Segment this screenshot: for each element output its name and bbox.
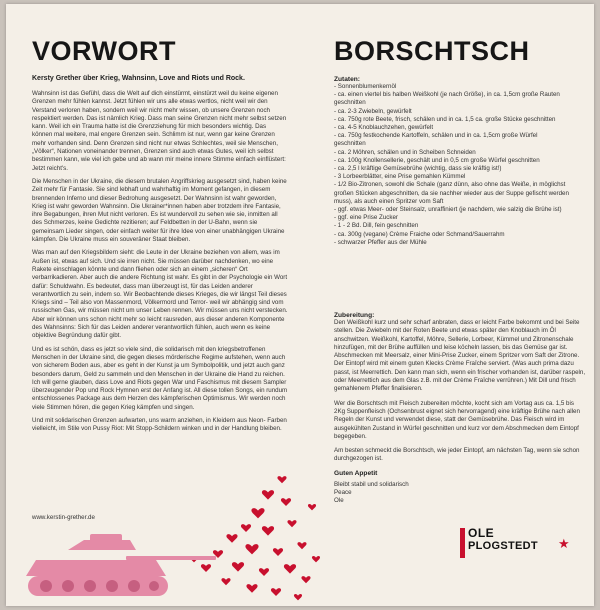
ingredient-item: - ggf. etwas Meer- oder Steinsalz, unraffiniert (je nachdem, wie salzig die Brühe ist) bbox=[334, 206, 562, 214]
preparation-meat-variant: Wer die Borschtsch mit Fleisch zubereiten möchte, kocht sich am Vortag aus ca. 1,5 bis 2Kg Suppenfleisch (Ochsenbrust eignet sich hervorragend) eine kräftige Brühe nach allen Regeln der Kunst und verwendet diese, statt der Gemüsebrühe. Das Fleisch wird im ausgekühlten Zustand in Würfel geschnitten und kurz vor dem Abschmecken dem Eintopf begegeben. bbox=[334, 399, 580, 440]
ingredient-item: muss), als auch einen Spritzer vom Saft bbox=[334, 197, 444, 205]
star-icon: ★ bbox=[558, 536, 570, 551]
ole-plogstedt-logo bbox=[460, 526, 580, 566]
ingredient-item: - ca. 2-3 Zwiebeln, gewürfelt bbox=[334, 107, 412, 115]
closing-title: Guten Appetit bbox=[334, 469, 378, 477]
ingredient-item: - ca. 300g (vegane) Crème Fraiche oder Schmand/Sauerrahm bbox=[334, 230, 505, 238]
booklet-page bbox=[6, 4, 594, 606]
ingredient-item: - ca. einen viertel bis halben Weißkohl (je nach Größe), in ca. 1,5cm große Rauten bbox=[334, 91, 560, 99]
logo-text-line2: PLOGSTEDT bbox=[468, 540, 538, 552]
foreword-paragraph: Wahnsinn ist das Gefühl, dass die Welt auf dich einstürmt, einstürzt weil du keine eigenen Grenzen mehr fühlen kannst. Jetzt fühlen wir uns alle etwas wertlos, nicht weil wir den Verstand verloren haben, sondern weil wir nicht mehr wissen, ob unsere Grenzen noch respektiert werden. Das ist nämlich Krieg. Dass man seine Grenzen nicht mehr selbst setzen kann. Weil ich ein Trauma hatte ist die Grenzziehung für mich besonders wichtig. Das können mal weitere, mal engere Grenzen sein. Schlimm ist nur, wenn gar keine Grenzen mehr vorhanden sind. Denn Grenzen sind nicht nur etwas Schlechtes, weil sie Menschen, „Völker“, Nationen voneinander trennen, Grenzen sind auch etwas Gutes, weil ich selbst bestimmen kann, wie viel ich gebe und ab wann mir meine innere Stimme einfach einflüstert: Jetzt reicht's. bbox=[32, 90, 287, 172]
ingredient-item: - schwarzer Pfeffer aus der Mühle bbox=[334, 238, 427, 246]
hearts-cluster bbox=[190, 476, 320, 600]
ingredient-item: - ca. 750g festkochende Kartoffeln, schälen und in ca. 1,5cm große Würfel bbox=[334, 132, 538, 140]
ingredient-item: großen Stücken abgeschnitten, da sie nachher wieder aus der Suppe gefischt werden bbox=[334, 189, 569, 197]
ingredient-item: - 1 - 2 Bd. Dill, fein geschnitten bbox=[334, 222, 419, 230]
preparation-text: Den Weißkohl kurz und sehr scharf anbraten, dass er leicht Farbe bekommt und bei Seite stellen. Die Zwiebeln mit der Roten Beete und etwas später den Knoblauch im Öl anschwitzen. Weißkohl, Kartoffel, Möhre, Sellerie, Lorbeer, Kümmel und Zitronenschale hinzufügen, mit der Brühe auffüllen und leise köcheln lassen, bis das Gemüse gar ist. Abschmecken mit Meersalz, einer Mini-Prise Zucker, einem Spritzer vom Saft der Zitrone. Der Eintopf wird mit einem guten Klecks Crème Fraîche serviert. (Was auch prima dazu passt, ist Meerrettich. Den kann man sich, wenn ein frischer vorhanden ist, darüber raspeln, oder Meerrettich aus dem Glas z.B. mit der Crème Fraîche verrühren.) Mit Dill und frisch gemahlenem Pfeffer finalisieren. bbox=[334, 319, 586, 393]
tank-hearts-illustration bbox=[6, 464, 336, 606]
logo-text-line1: OLE bbox=[468, 526, 495, 540]
foreword-paragraph: Und es ist schön, dass es jetzt so viele sind, die solidarisch mit den kriegsbetroffenen Menschen in der Ukraine sind, die gegen dieses mörderische Regime aufstehen, wenn auch von sicherem Boden aus, aber es geht in der Kunst ja um Symbolpolitik, und jetzt auch ganz besonders darum, Geld zu sammeln und den Menschen in der Ukraine die Hand zu reichen. Ich will gerne glauben, dass Love and Riots gegen War und Faschismus mit diesem Sampler überzeugender Pop und Rock Hymnen erst der Anfang ist. All diese tollen Songs, ein rundum entschlossenes Package aus dem Herzen des kämpferischen Optimismus. Wir werden noch viele Stimmen hören, die gegen Krieg kämpfen und singen. bbox=[32, 345, 288, 411]
ingredient-item: geschnitten bbox=[334, 140, 366, 148]
ingredient-item: - ca. 4-5 Knoblauchzehen, gewürfelt bbox=[334, 124, 434, 132]
closing-line: Ole bbox=[334, 497, 344, 505]
ingredient-item: - ca. 2,5 l kräftige Gemüsebrühe (wichtig, dass sie kräftig ist!) bbox=[334, 165, 502, 173]
ingredient-item: - ca. 100g Knollensellerie, geschält und in 0,5 cm große Würfel geschnitten bbox=[334, 156, 540, 164]
closing-line: Bleibt stabil und solidarisch bbox=[334, 480, 409, 488]
preparation-title: Zubereitung: bbox=[334, 312, 375, 319]
tank-shape bbox=[26, 534, 216, 596]
ingredients-section bbox=[334, 76, 586, 247]
ingredients-list bbox=[334, 83, 586, 247]
foreword-paragraph: Und mit solidarischen Grenzen aufwarten, uns warm anziehen, in Kleidern aus Neon- Farben vielleicht, im Stile von Pussy Riot: Mit Stopp-Schildern winken und in der Handlung bleiben. bbox=[32, 416, 287, 433]
ingredient-item: - ca. 2 Möhren, schälen und in Scheiben Schneiden bbox=[334, 148, 476, 156]
preparation-section bbox=[334, 312, 586, 506]
recipe-heading: BORSCHTSCH bbox=[334, 36, 530, 66]
foreword-paragraph: Die Menschen in der Ukraine, die diesem brutalen Angriffskrieg ausgesetzt sind, haben keine Zeit mehr für Fantasie. Sie sind lebhaft und wahrhaftig im Moment gefangen, in diesem brennenden Inferno und dieser Bedrohung ausgesetzt. Der Wahnsinn ist wahr geworden, Krieg ist wahr geworden Wahnsinn. Die Ukrainer*innen haben aber trotzdem ihre Fantasie, ihre Begabungen, ihren Mut nicht verloren. Es ist wundervoll zu sehen wie sie, inmitten all des Schmerzes, keine Gedichte rezitieren; auf Feldbetten in der U-Bahn, wenn sie gemeinsam Lieder singen, oder einfach weiter für ihre Idee von einer unabhängigen Ukraine kämpfen. Die Ukraine muss ein souveräner Staat bleiben. bbox=[32, 177, 287, 244]
ingredient-item: - Sonnenblumenkernöl bbox=[334, 83, 397, 90]
foreword-paragraph: Was man auf den Kriegsbildern sieht: die Leute in der Ukraine beziehen von allem, was im Außen ist, etwas auf sich. Und sie irren nicht. Sie müssen darüber nachdenken, wo eine Rakete einschlagen könnte und dann fliehen oder sich an einem „sicheren“ Ort verbarrikadieren. Aber auch die andere Richtung ist wahr. Es gibt in der Psychologie ein Wort dafür: Schuldwahn. Es bedeutet, dass man überzeugt ist, für das Leiden anderer verantwortlich zu sein, indem so. Wir Beobachtende dieses Krieges, die wir längst Teil dieses Kriegs sind – Teil also von Massenmord, Völkermord und Terror- weil wir abhängig sind vom russischen Gas, wir müssen nicht um unser Leben rennen. Wir müssen uns nicht verstecken. Aber wir können uns schon nicht mehr so leicht rausreden, aus dieser anderen Komponente des Wahnsinns: Sich für das Leiden anderer verantwortlich fühlen, auch wenn es keine objektive Begründung dafür gibt. bbox=[32, 249, 288, 340]
logo-red-bar bbox=[460, 528, 465, 558]
foreword-body bbox=[32, 90, 288, 439]
author-website: www.kerstin-grether.de bbox=[32, 514, 95, 521]
foreword-heading: VORWORT bbox=[32, 36, 176, 66]
ingredient-item: - ggf. eine Prise Zucker bbox=[334, 214, 398, 222]
foreword-subtitle: Kersty Grether über Krieg, Wahnsinn, Love and Riots und Rock. bbox=[32, 75, 245, 82]
ingredients-title: Zutaten: bbox=[334, 76, 361, 83]
ingredient-item: - ca. 750g rote Beete, frisch, schälen und in ca. 1,5 ca. große Stücke geschnitten bbox=[334, 115, 556, 123]
ingredient-item: geschnitten bbox=[334, 99, 366, 107]
ingredient-item: - 1/2 Bio-Zitronen, sowohl die Schale (ganz dünn, also ohne das Weiße, in möglichst bbox=[334, 181, 566, 189]
preparation-serving-tip: Am besten schmeckt die Borschtsch, wie jeder Eintopf, am nächsten Tag, wenn sie schon durchgezogen ist. bbox=[334, 447, 580, 463]
closing-line: Peace bbox=[334, 489, 352, 497]
ingredient-item: - 3 Lorbeerblätter, eine Prise gemahlen Kümmel bbox=[334, 173, 466, 181]
